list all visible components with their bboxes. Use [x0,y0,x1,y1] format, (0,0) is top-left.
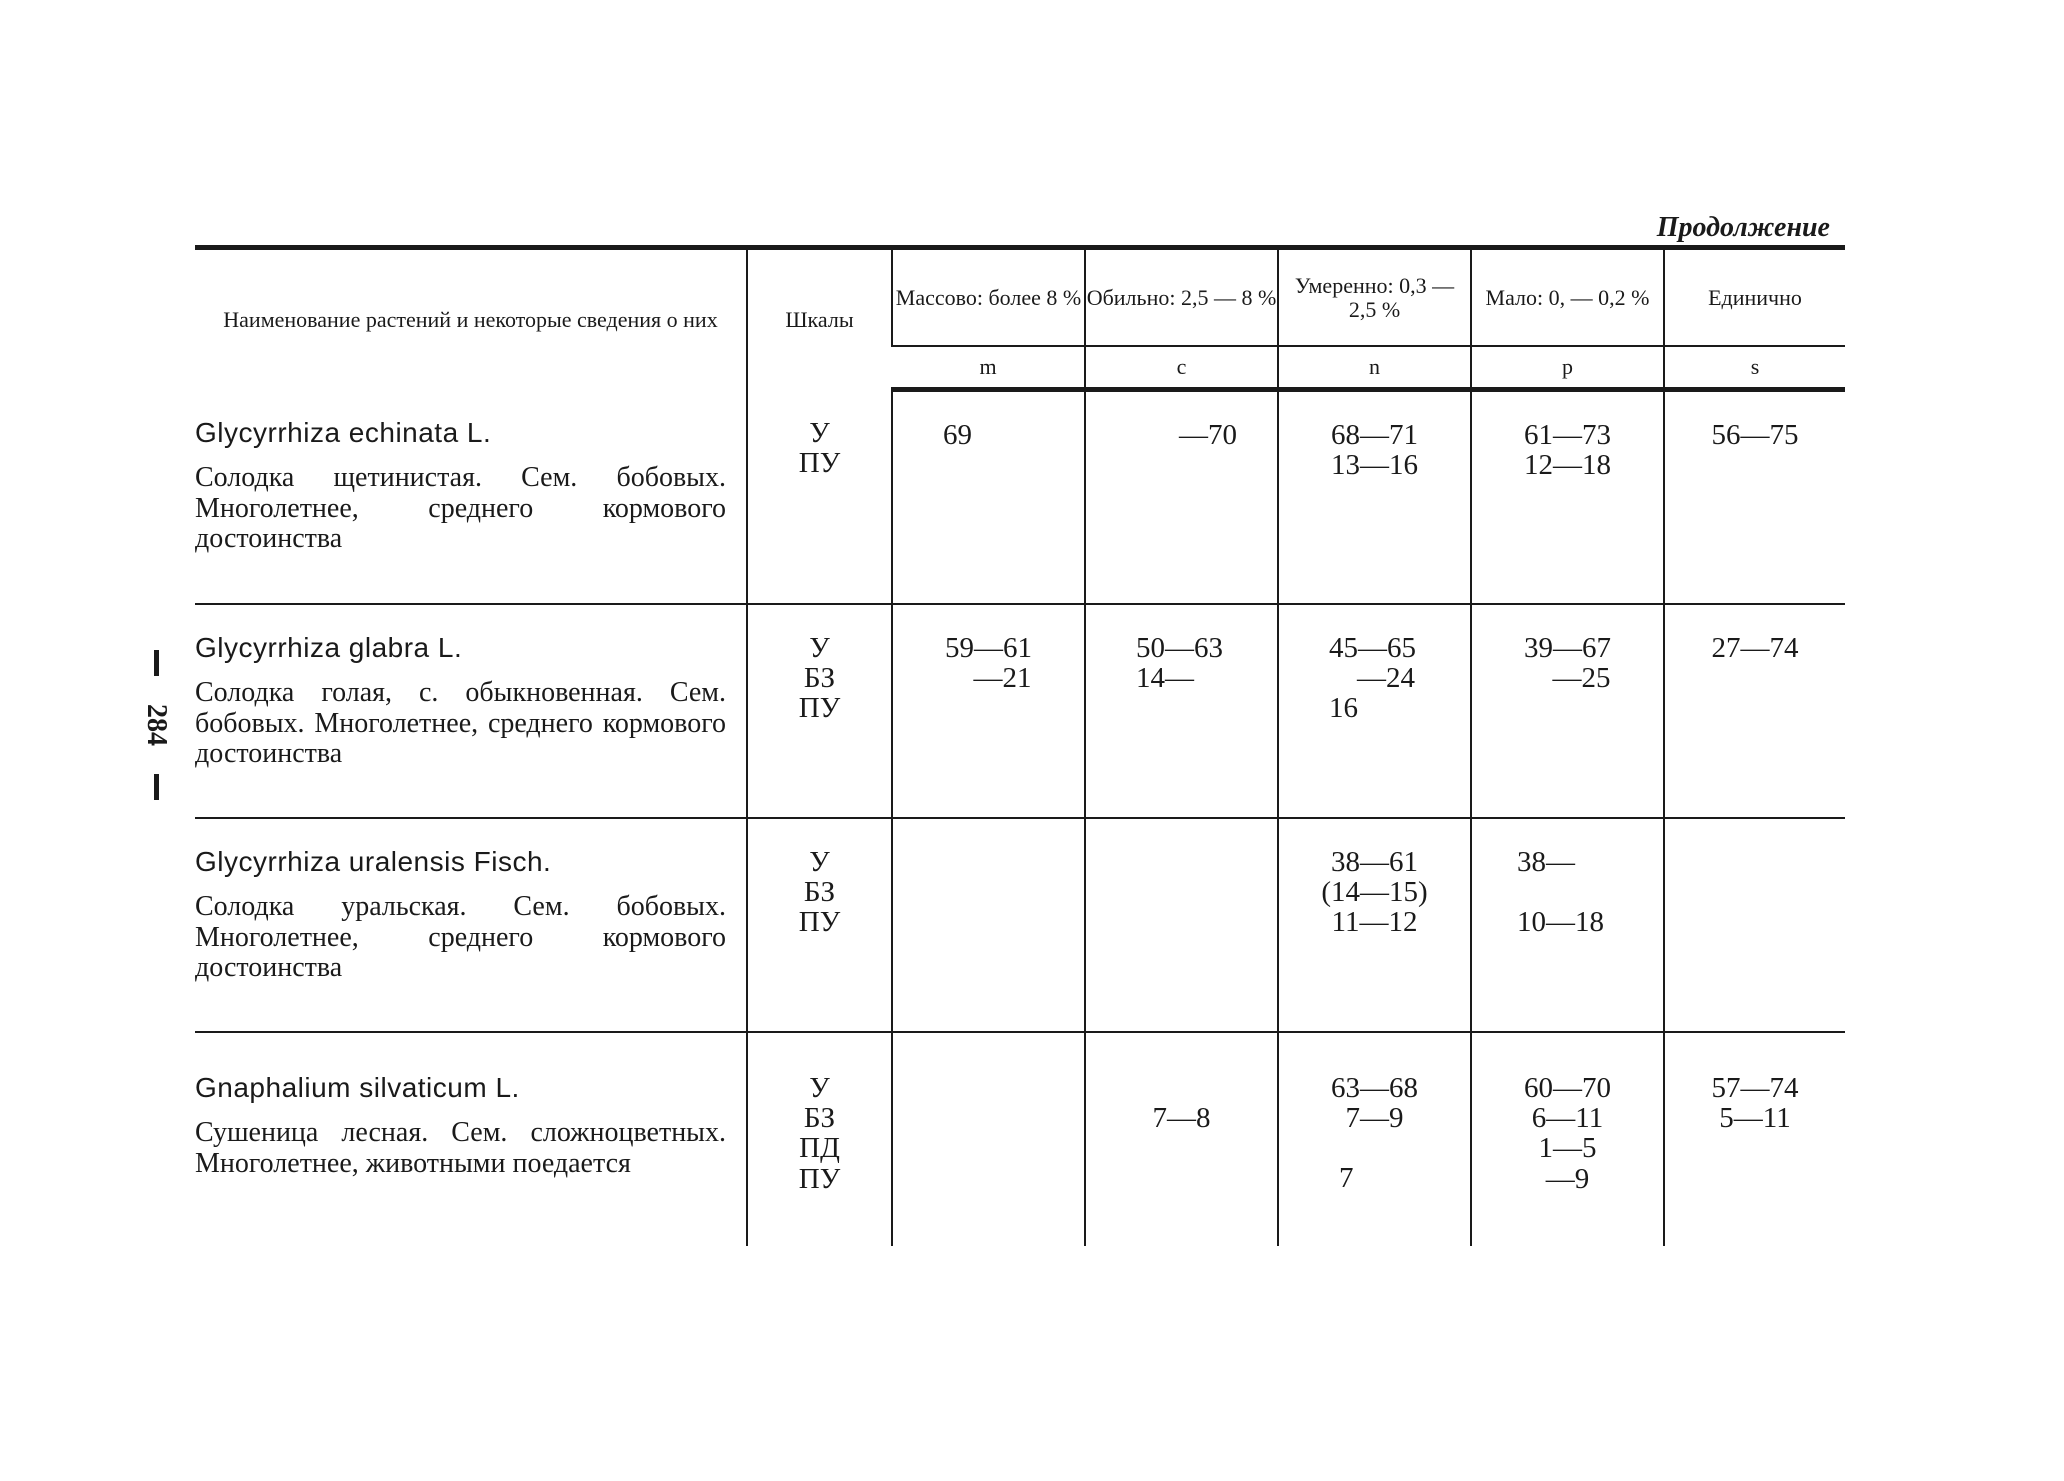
value-line: 69 [943,419,972,451]
scale-code: ПУ [798,906,841,939]
few-cell [1471,1032,1664,1246]
value-line: 38— [1517,845,1575,878]
latin-name: Gnaphalium silvaticum L. [195,1071,520,1103]
header-name: Наименование растений и некоторые сведения о них [195,248,747,390]
value-line: 7—8 [1152,1101,1211,1134]
mass-cell [892,1032,1085,1246]
value-line [1517,877,1663,907]
value-line: 12—18 [1524,449,1611,482]
value-line: 10—18 [1517,905,1604,938]
scale-cell [747,390,892,604]
page-number-dash [154,774,159,800]
header-single: Единично [1664,248,1845,347]
value-line: 38—61 [1331,845,1418,878]
value-line: 7 [1339,1162,1354,1195]
single-cell [1664,818,1845,1032]
scale-code: ПУ [798,1162,841,1195]
value-line: 60—70 [1524,1071,1611,1104]
plant-cell [195,390,747,604]
value-line: 13—16 [1331,449,1418,482]
value-line: —24 [1357,661,1415,694]
continuation-label: Продолжение [1656,212,1830,243]
scale-code: У [809,631,830,664]
header-abundant-code: c [1085,346,1278,390]
page-number-text: 284 [141,704,172,746]
plant-description: Солодка голая, с. обыкновенная. Сем. бобовых. Многолетнее, среднего кормового достоинства [195,676,726,770]
moderate-cell [1278,390,1471,604]
scale-code: ПУ [798,446,841,479]
mass-cell [892,604,1085,818]
plant-cell [195,818,747,1032]
header-moderate: Умеренно: 0,3 — 2,5 % [1278,248,1471,347]
mass-cell [892,390,1085,604]
single-cell [1664,1032,1845,1246]
scale-code: У [809,416,830,449]
value-line: —25 [1552,661,1611,694]
single-cell [1664,390,1845,604]
value-line: 39—67 [1524,631,1611,664]
page-number-dash [154,650,159,676]
table-row [195,1032,1845,1246]
header-moderate-code: n [1278,346,1471,390]
value-line: —21 [973,661,1032,694]
value-line: (14—15) [1321,875,1428,908]
few-cell [1471,818,1664,1032]
scale-code: БЗ [803,661,836,694]
value-line: 50—63 [1136,631,1223,664]
header-scales: Шкалы [747,248,892,390]
abundant-cell [1085,604,1278,818]
value-line: 56—75 [1711,419,1799,451]
scale-code: ПУ [798,692,841,725]
moderate-cell [1278,818,1471,1032]
table-row [195,390,1845,604]
value-line: 45—65 [1329,631,1416,664]
value-line [1086,1073,1277,1103]
plant-description: Солодка щетинистая. Сем. бобовых. Многолетнее, среднего кормового достоинства [195,461,726,555]
scale-cell [747,604,892,818]
value-line: 59—61 [945,631,1032,664]
value-line: 61—73 [1524,419,1611,451]
few-cell [1471,604,1664,818]
value-line: 57—74 [1711,1071,1799,1104]
header-abundant: Обильно: 2,5 — 8 % [1085,248,1278,347]
scale-code: У [809,845,830,878]
abundant-cell [1085,818,1278,1032]
single-cell [1664,604,1845,818]
scale-code: БЗ [803,1101,836,1134]
value-line: —70 [1179,419,1237,451]
header-mass: Массово: более 8 % [892,248,1085,347]
abundant-cell [1085,1032,1278,1246]
scale-cell [747,1032,892,1246]
scale-code: ПД [799,1132,840,1165]
header-single-code: s [1664,346,1845,390]
value-line: 6—11 [1531,1101,1604,1134]
value-line: 11—12 [1331,906,1418,939]
value-line: —9 [1545,1162,1590,1195]
value-line: 5—11 [1719,1101,1791,1134]
plant-description: Сушеница лесная. Сем. сложноцветных. Многолетнее, животными поедается [195,1116,726,1179]
value-line: 68—71 [1331,419,1418,451]
value-line [1279,1133,1470,1163]
value-line: 7—9 [1345,1101,1404,1134]
moderate-cell [1278,604,1471,818]
header-few: Мало: 0, — 0,2 % [1471,248,1664,347]
plant-description: Солодка уральская. Сем. бобовых. Многолетнее, среднего кормового достоинства [195,890,726,984]
table-row [195,818,1845,1032]
latin-name: Glycyrrhiza glabra L. [195,631,463,663]
latin-name: Glycyrrhiza echinata L. [195,416,492,448]
moderate-cell [1278,1032,1471,1246]
plant-cell [195,604,747,818]
plant-cell [195,1032,747,1246]
page-number [126,650,186,800]
value-line: 16 [1329,692,1358,725]
header-few-code: p [1471,346,1664,390]
value-line: 14— [1136,661,1194,694]
scale-cell [747,818,892,1032]
mass-cell [892,818,1085,1032]
header-mass-code: m [892,346,1085,390]
scale-code: БЗ [803,875,836,908]
abundant-cell [1085,390,1278,604]
value-line: 27—74 [1711,631,1799,664]
scale-code: У [809,1071,830,1104]
few-cell [1471,390,1664,604]
value-line: 1—5 [1538,1132,1597,1165]
value-line: 63—68 [1331,1071,1418,1104]
plant-table [195,245,1845,1246]
latin-name: Glycyrrhiza uralensis Fisch. [195,845,552,877]
table-row [195,604,1845,818]
